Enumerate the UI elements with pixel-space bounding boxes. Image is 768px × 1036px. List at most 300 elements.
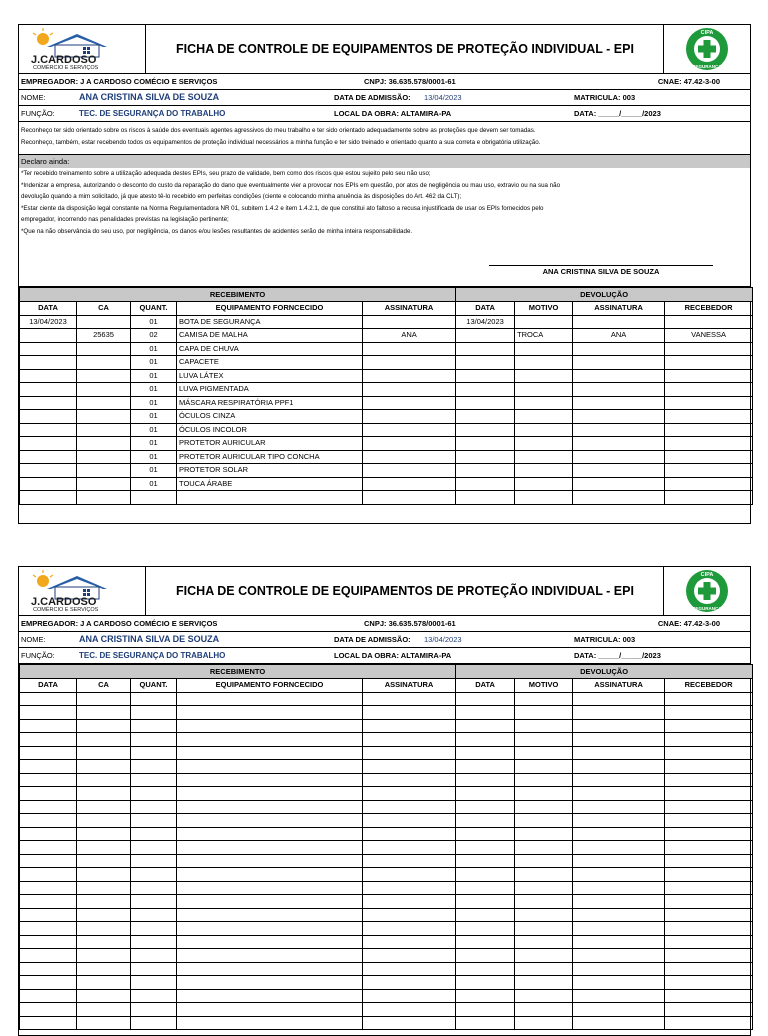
- table-cell[interactable]: [177, 827, 363, 841]
- table-cell[interactable]: [573, 383, 665, 397]
- table-cell[interactable]: [573, 760, 665, 774]
- table-cell[interactable]: [77, 935, 131, 949]
- table-cell[interactable]: [573, 692, 665, 706]
- table-cell[interactable]: [665, 841, 753, 855]
- table-cell[interactable]: CAMISA DE MALHA: [177, 329, 363, 343]
- table-cell[interactable]: [456, 1003, 515, 1017]
- table-cell[interactable]: [363, 719, 456, 733]
- table-cell[interactable]: [177, 908, 363, 922]
- table-cell[interactable]: [77, 491, 131, 505]
- table-cell[interactable]: [77, 410, 131, 424]
- table-cell[interactable]: 01: [131, 342, 177, 356]
- table-cell[interactable]: [456, 369, 515, 383]
- table-cell[interactable]: [665, 922, 753, 936]
- table-cell[interactable]: [177, 962, 363, 976]
- table-cell[interactable]: [363, 706, 456, 720]
- table-cell[interactable]: [131, 908, 177, 922]
- table-cell[interactable]: [515, 342, 573, 356]
- table-cell[interactable]: [20, 356, 77, 370]
- table-cell[interactable]: [573, 356, 665, 370]
- table-cell[interactable]: [131, 827, 177, 841]
- table-cell[interactable]: [177, 841, 363, 855]
- table-cell[interactable]: [20, 719, 77, 733]
- table-cell[interactable]: [456, 383, 515, 397]
- table-cell[interactable]: [131, 746, 177, 760]
- table-cell[interactable]: [456, 854, 515, 868]
- table-cell[interactable]: [20, 706, 77, 720]
- table-cell[interactable]: [77, 854, 131, 868]
- table-cell[interactable]: [20, 329, 77, 343]
- table-cell[interactable]: [665, 1003, 753, 1017]
- table-cell[interactable]: 01: [131, 369, 177, 383]
- table-cell[interactable]: [20, 841, 77, 855]
- table-cell[interactable]: [515, 895, 573, 909]
- table-cell[interactable]: [177, 706, 363, 720]
- table-cell[interactable]: [573, 1016, 665, 1030]
- table-cell[interactable]: [177, 760, 363, 774]
- table-cell[interactable]: [131, 841, 177, 855]
- table-cell[interactable]: [20, 423, 77, 437]
- table-cell[interactable]: [131, 895, 177, 909]
- table-cell[interactable]: [20, 881, 77, 895]
- table-cell[interactable]: [665, 706, 753, 720]
- table-cell[interactable]: [515, 315, 573, 329]
- table-cell[interactable]: 01: [131, 450, 177, 464]
- table-cell[interactable]: [456, 437, 515, 451]
- table-cell[interactable]: [131, 491, 177, 505]
- table-cell[interactable]: [77, 881, 131, 895]
- table-cell[interactable]: [131, 787, 177, 801]
- table-cell[interactable]: [456, 719, 515, 733]
- table-cell[interactable]: [20, 814, 77, 828]
- table-cell[interactable]: [177, 949, 363, 963]
- table-cell[interactable]: [515, 922, 573, 936]
- table-cell[interactable]: [131, 800, 177, 814]
- table-cell[interactable]: [363, 1016, 456, 1030]
- table-cell[interactable]: [456, 464, 515, 478]
- table-cell[interactable]: [77, 733, 131, 747]
- table-cell[interactable]: 25635: [77, 329, 131, 343]
- table-cell[interactable]: [177, 814, 363, 828]
- table-cell[interactable]: [665, 356, 753, 370]
- table-cell[interactable]: [515, 437, 573, 451]
- table-cell[interactable]: [363, 881, 456, 895]
- table-cell[interactable]: [77, 949, 131, 963]
- table-cell[interactable]: [131, 868, 177, 882]
- table-cell[interactable]: [573, 410, 665, 424]
- table-cell[interactable]: BOTA DE SEGURANÇA: [177, 315, 363, 329]
- table-cell[interactable]: [573, 989, 665, 1003]
- table-cell[interactable]: [665, 868, 753, 882]
- table-cell[interactable]: [77, 383, 131, 397]
- table-cell[interactable]: 01: [131, 356, 177, 370]
- table-cell[interactable]: MÁSCARA RESPIRATÓRIA PPF1: [177, 396, 363, 410]
- table-cell[interactable]: [177, 692, 363, 706]
- table-cell[interactable]: [77, 464, 131, 478]
- table-cell[interactable]: [665, 881, 753, 895]
- table-cell[interactable]: [573, 908, 665, 922]
- table-cell[interactable]: [515, 746, 573, 760]
- table-cell[interactable]: [515, 773, 573, 787]
- table-cell[interactable]: [77, 976, 131, 990]
- table-cell[interactable]: [20, 437, 77, 451]
- table-cell[interactable]: [573, 719, 665, 733]
- table-cell[interactable]: [77, 787, 131, 801]
- table-cell[interactable]: [515, 396, 573, 410]
- table-cell[interactable]: [456, 841, 515, 855]
- table-cell[interactable]: [77, 1016, 131, 1030]
- table-cell[interactable]: [573, 315, 665, 329]
- table-cell[interactable]: [363, 895, 456, 909]
- table-cell[interactable]: [456, 935, 515, 949]
- table-cell[interactable]: [515, 868, 573, 882]
- table-cell[interactable]: [77, 1003, 131, 1017]
- table-cell[interactable]: [515, 787, 573, 801]
- table-cell[interactable]: [573, 854, 665, 868]
- table-cell[interactable]: [77, 437, 131, 451]
- table-cell[interactable]: [573, 450, 665, 464]
- table-cell[interactable]: [665, 450, 753, 464]
- table-cell[interactable]: [77, 719, 131, 733]
- table-cell[interactable]: [665, 1016, 753, 1030]
- table-cell[interactable]: [20, 450, 77, 464]
- table-cell[interactable]: [77, 800, 131, 814]
- table-cell[interactable]: [456, 989, 515, 1003]
- table-cell[interactable]: [665, 719, 753, 733]
- table-cell[interactable]: [665, 800, 753, 814]
- table-cell[interactable]: [363, 315, 456, 329]
- table-cell[interactable]: [573, 733, 665, 747]
- table-cell[interactable]: [20, 733, 77, 747]
- table-cell[interactable]: [131, 692, 177, 706]
- table-cell[interactable]: [177, 1016, 363, 1030]
- table-cell[interactable]: [363, 841, 456, 855]
- table-cell[interactable]: TROCA: [515, 329, 573, 343]
- table-cell[interactable]: [77, 356, 131, 370]
- table-cell[interactable]: [573, 895, 665, 909]
- table-cell[interactable]: [20, 369, 77, 383]
- table-cell[interactable]: [515, 719, 573, 733]
- table-cell[interactable]: ANA: [363, 329, 456, 343]
- table-cell[interactable]: [456, 962, 515, 976]
- table-cell[interactable]: [77, 369, 131, 383]
- table-cell[interactable]: ÓCULOS CINZA: [177, 410, 363, 424]
- table-cell[interactable]: [573, 935, 665, 949]
- table-cell[interactable]: [573, 746, 665, 760]
- table-cell[interactable]: PROTETOR AURICULAR: [177, 437, 363, 451]
- table-cell[interactable]: [665, 342, 753, 356]
- table-cell[interactable]: [363, 477, 456, 491]
- table-cell[interactable]: [177, 800, 363, 814]
- table-cell[interactable]: [20, 464, 77, 478]
- table-cell[interactable]: [363, 800, 456, 814]
- table-cell[interactable]: [363, 814, 456, 828]
- table-cell[interactable]: [77, 841, 131, 855]
- table-cell[interactable]: [456, 450, 515, 464]
- table-cell[interactable]: [665, 962, 753, 976]
- table-cell[interactable]: [665, 895, 753, 909]
- table-cell[interactable]: [20, 935, 77, 949]
- table-cell[interactable]: [665, 746, 753, 760]
- table-cell[interactable]: [77, 396, 131, 410]
- table-cell[interactable]: [456, 895, 515, 909]
- table-cell[interactable]: [20, 342, 77, 356]
- table-cell[interactable]: [20, 868, 77, 882]
- table-cell[interactable]: [573, 787, 665, 801]
- table-cell[interactable]: [77, 760, 131, 774]
- table-cell[interactable]: [363, 733, 456, 747]
- table-cell[interactable]: [456, 760, 515, 774]
- table-cell[interactable]: [456, 423, 515, 437]
- table-cell[interactable]: [20, 760, 77, 774]
- table-cell[interactable]: [456, 692, 515, 706]
- table-cell[interactable]: [77, 746, 131, 760]
- table-cell[interactable]: [456, 908, 515, 922]
- table-cell[interactable]: [665, 976, 753, 990]
- table-cell[interactable]: [363, 787, 456, 801]
- table-cell[interactable]: [131, 962, 177, 976]
- table-cell[interactable]: [20, 773, 77, 787]
- table-cell[interactable]: [515, 733, 573, 747]
- table-cell[interactable]: [456, 976, 515, 990]
- table-cell[interactable]: [515, 477, 573, 491]
- table-cell[interactable]: [573, 423, 665, 437]
- table-cell[interactable]: [131, 1003, 177, 1017]
- table-cell[interactable]: [515, 450, 573, 464]
- table-cell[interactable]: [456, 800, 515, 814]
- table-cell[interactable]: [20, 908, 77, 922]
- table-cell[interactable]: [456, 1016, 515, 1030]
- table-cell[interactable]: [363, 908, 456, 922]
- table-cell[interactable]: LUVA PIGMENTADA: [177, 383, 363, 397]
- table-cell[interactable]: [573, 841, 665, 855]
- table-cell[interactable]: [363, 356, 456, 370]
- table-cell[interactable]: [363, 491, 456, 505]
- table-cell[interactable]: [515, 410, 573, 424]
- table-cell[interactable]: [573, 396, 665, 410]
- table-cell[interactable]: [77, 962, 131, 976]
- table-cell[interactable]: TOUCA ÁRABE: [177, 477, 363, 491]
- table-cell[interactable]: [573, 868, 665, 882]
- table-cell[interactable]: ANA: [573, 329, 665, 343]
- table-cell[interactable]: [363, 827, 456, 841]
- table-cell[interactable]: [177, 854, 363, 868]
- table-cell[interactable]: [573, 922, 665, 936]
- table-cell[interactable]: [515, 692, 573, 706]
- table-cell[interactable]: [515, 760, 573, 774]
- table-cell[interactable]: [131, 706, 177, 720]
- table-cell[interactable]: [363, 410, 456, 424]
- table-cell[interactable]: [515, 800, 573, 814]
- table-cell[interactable]: [20, 746, 77, 760]
- table-cell[interactable]: LUVA LÁTEX: [177, 369, 363, 383]
- table-cell[interactable]: [665, 491, 753, 505]
- table-cell[interactable]: 01: [131, 315, 177, 329]
- table-cell[interactable]: [363, 450, 456, 464]
- table-cell[interactable]: [573, 976, 665, 990]
- table-cell[interactable]: [131, 935, 177, 949]
- table-cell[interactable]: [573, 800, 665, 814]
- table-cell[interactable]: [515, 935, 573, 949]
- table-cell[interactable]: [131, 989, 177, 1003]
- table-cell[interactable]: 01: [131, 410, 177, 424]
- table-cell[interactable]: [573, 962, 665, 976]
- table-cell[interactable]: [665, 315, 753, 329]
- table-cell[interactable]: [363, 746, 456, 760]
- table-cell[interactable]: 01: [131, 423, 177, 437]
- table-cell[interactable]: [573, 949, 665, 963]
- table-cell[interactable]: [131, 881, 177, 895]
- table-cell[interactable]: PROTETOR AURICULAR TIPO CONCHA: [177, 450, 363, 464]
- table-cell[interactable]: [665, 787, 753, 801]
- table-cell[interactable]: [515, 989, 573, 1003]
- table-cell[interactable]: [515, 976, 573, 990]
- table-cell[interactable]: [20, 410, 77, 424]
- table-cell[interactable]: [131, 976, 177, 990]
- table-cell[interactable]: [77, 922, 131, 936]
- table-cell[interactable]: [177, 935, 363, 949]
- table-cell[interactable]: [20, 827, 77, 841]
- table-cell[interactable]: [573, 827, 665, 841]
- table-cell[interactable]: [177, 976, 363, 990]
- table-cell[interactable]: [131, 719, 177, 733]
- table-cell[interactable]: [665, 733, 753, 747]
- table-cell[interactable]: [515, 908, 573, 922]
- table-cell[interactable]: [20, 895, 77, 909]
- table-cell[interactable]: [456, 773, 515, 787]
- table-cell[interactable]: [363, 383, 456, 397]
- table-cell[interactable]: [20, 949, 77, 963]
- table-cell[interactable]: [77, 908, 131, 922]
- table-cell[interactable]: [665, 814, 753, 828]
- table-cell[interactable]: [363, 922, 456, 936]
- table-cell[interactable]: [665, 477, 753, 491]
- table-cell[interactable]: [665, 369, 753, 383]
- table-cell[interactable]: [363, 1003, 456, 1017]
- table-cell[interactable]: [363, 396, 456, 410]
- table-cell[interactable]: [515, 1003, 573, 1017]
- table-cell[interactable]: [665, 773, 753, 787]
- table-cell[interactable]: [515, 383, 573, 397]
- table-cell[interactable]: [363, 773, 456, 787]
- table-cell[interactable]: [515, 881, 573, 895]
- table-cell[interactable]: [515, 356, 573, 370]
- table-cell[interactable]: [456, 706, 515, 720]
- table-cell[interactable]: [363, 962, 456, 976]
- table-cell[interactable]: [665, 437, 753, 451]
- table-cell[interactable]: [20, 989, 77, 1003]
- table-cell[interactable]: 13/04/2023: [456, 315, 515, 329]
- table-cell[interactable]: [573, 342, 665, 356]
- table-cell[interactable]: [363, 423, 456, 437]
- table-cell[interactable]: [515, 706, 573, 720]
- table-cell[interactable]: [515, 854, 573, 868]
- table-cell[interactable]: [665, 935, 753, 949]
- table-cell[interactable]: [20, 396, 77, 410]
- table-cell[interactable]: [573, 477, 665, 491]
- table-cell[interactable]: [456, 746, 515, 760]
- table-cell[interactable]: [515, 1016, 573, 1030]
- table-cell[interactable]: [77, 477, 131, 491]
- table-cell[interactable]: [177, 922, 363, 936]
- table-cell[interactable]: [665, 383, 753, 397]
- table-cell[interactable]: [363, 369, 456, 383]
- table-cell[interactable]: [131, 733, 177, 747]
- table-cell[interactable]: [515, 962, 573, 976]
- table-cell[interactable]: [665, 827, 753, 841]
- table-cell[interactable]: [363, 989, 456, 1003]
- table-cell[interactable]: [77, 868, 131, 882]
- table-cell[interactable]: [456, 491, 515, 505]
- table-cell[interactable]: [456, 356, 515, 370]
- table-cell[interactable]: 02: [131, 329, 177, 343]
- table-cell[interactable]: [20, 854, 77, 868]
- table-cell[interactable]: PROTETOR SOLAR: [177, 464, 363, 478]
- table-cell[interactable]: [456, 827, 515, 841]
- table-cell[interactable]: [131, 760, 177, 774]
- table-cell[interactable]: [363, 760, 456, 774]
- table-cell[interactable]: [363, 935, 456, 949]
- table-cell[interactable]: [177, 773, 363, 787]
- table-cell[interactable]: [665, 396, 753, 410]
- table-cell[interactable]: [515, 369, 573, 383]
- table-cell[interactable]: [363, 868, 456, 882]
- table-cell[interactable]: [20, 922, 77, 936]
- table-cell[interactable]: 01: [131, 464, 177, 478]
- table-cell[interactable]: [177, 719, 363, 733]
- table-cell[interactable]: [363, 854, 456, 868]
- table-cell[interactable]: [20, 1003, 77, 1017]
- table-cell[interactable]: [20, 800, 77, 814]
- table-cell[interactable]: [573, 464, 665, 478]
- table-cell[interactable]: [573, 814, 665, 828]
- table-cell[interactable]: [363, 342, 456, 356]
- table-cell[interactable]: [20, 787, 77, 801]
- table-cell[interactable]: [20, 976, 77, 990]
- table-cell[interactable]: [456, 922, 515, 936]
- table-cell[interactable]: [456, 477, 515, 491]
- table-cell[interactable]: [456, 881, 515, 895]
- table-cell[interactable]: [665, 989, 753, 1003]
- table-cell[interactable]: [665, 854, 753, 868]
- table-cell[interactable]: [665, 908, 753, 922]
- table-cell[interactable]: [665, 464, 753, 478]
- table-cell[interactable]: 01: [131, 383, 177, 397]
- table-cell[interactable]: [363, 949, 456, 963]
- table-cell[interactable]: [456, 868, 515, 882]
- table-cell[interactable]: [20, 383, 77, 397]
- table-cell[interactable]: [77, 773, 131, 787]
- table-cell[interactable]: [177, 746, 363, 760]
- table-cell[interactable]: [515, 841, 573, 855]
- table-cell[interactable]: [456, 949, 515, 963]
- table-cell[interactable]: ÓCULOS INCOLOR: [177, 423, 363, 437]
- table-cell[interactable]: [177, 1003, 363, 1017]
- table-cell[interactable]: [131, 922, 177, 936]
- table-cell[interactable]: [177, 787, 363, 801]
- table-cell[interactable]: [515, 491, 573, 505]
- table-cell[interactable]: [177, 491, 363, 505]
- table-cell[interactable]: [20, 477, 77, 491]
- table-cell[interactable]: [131, 773, 177, 787]
- table-cell[interactable]: [665, 692, 753, 706]
- table-cell[interactable]: 01: [131, 396, 177, 410]
- table-cell[interactable]: [665, 949, 753, 963]
- table-cell[interactable]: [77, 315, 131, 329]
- table-cell[interactable]: [456, 410, 515, 424]
- table-cell[interactable]: [456, 342, 515, 356]
- table-cell[interactable]: [363, 437, 456, 451]
